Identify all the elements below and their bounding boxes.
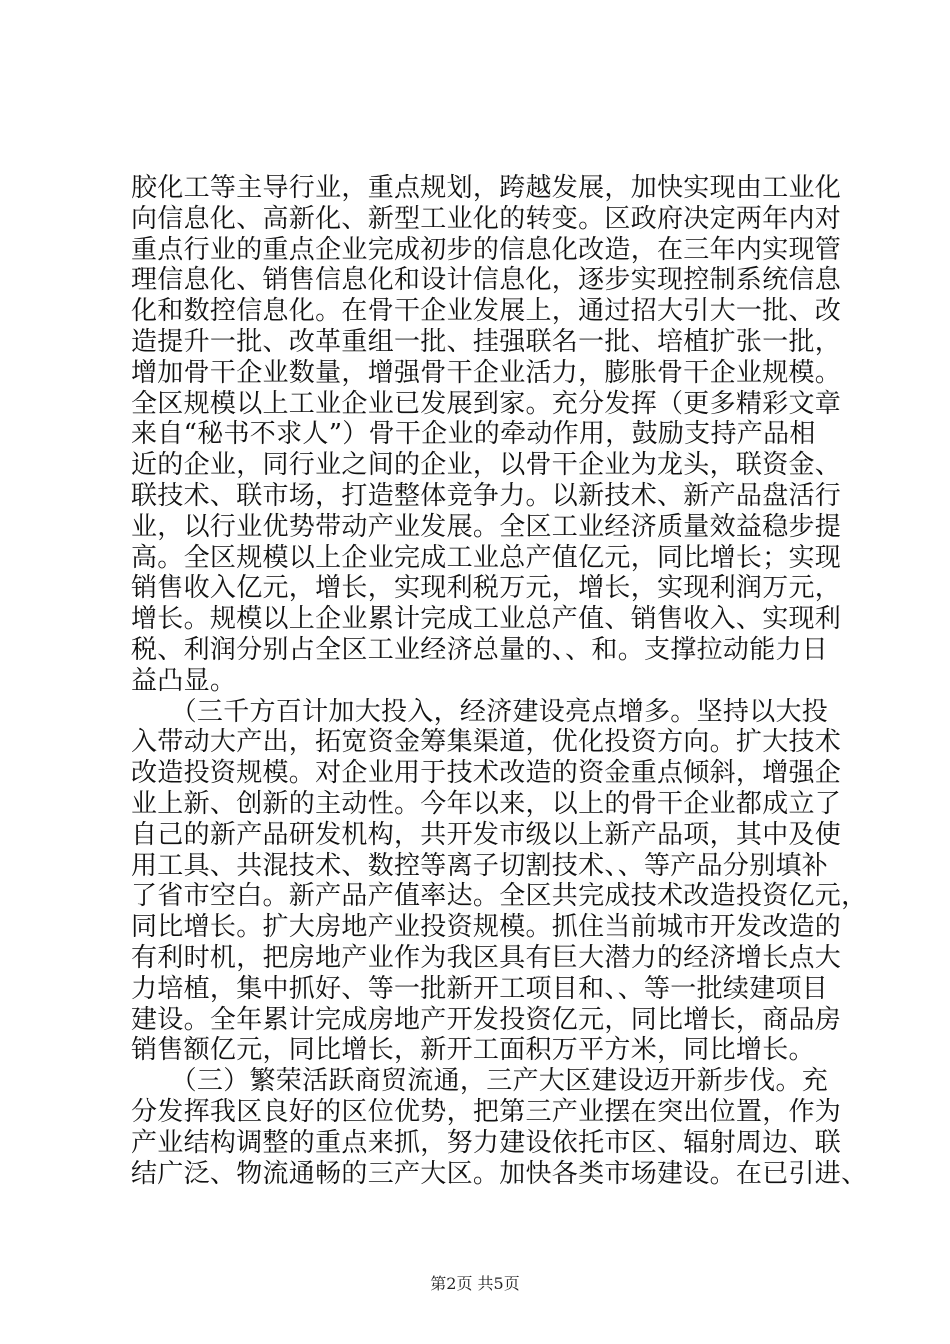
text-line: 销售额亿元，同比增长，新开工面积万平方米，同比增长。 <box>131 1035 815 1066</box>
text-line: （三千方百计加大投入，经济建设亮点增多。坚持以大投 <box>131 696 829 727</box>
text-line: 了省市空白。新产品产值率达。全区共完成技术改造投资亿元， <box>131 881 868 912</box>
text-line: 增加骨干企业数量，增强骨干企业活力，膨胀骨干企业规模。 <box>131 357 842 388</box>
text-line: 产业结构调整的重点来抓，努力建设依托市区、辐射周边、联 <box>131 1127 842 1158</box>
text-line: 入带动大产出，拓宽资金筹集渠道，优化投资方向。扩大技术 <box>131 727 842 758</box>
text-line: 建设。全年累计完成房地产开发投资亿元，同比增长，商品房 <box>131 1004 842 1035</box>
text-line: 来自“秘书不求人”）骨干企业的牵动作用，鼓励支持产品相 <box>131 419 816 450</box>
text-line: 改造投资规模。对企业用于技术改造的资金重点倾斜，增强企 <box>131 758 842 789</box>
text-line: 分发挥我区良好的区位优势，把第三产业摆在突出位置，作为 <box>131 1096 842 1127</box>
text-line: 自己的新产品研发机构，共开发市级以上新产品项，其中及使 <box>131 819 842 850</box>
text-line: 化和数控信息化。在骨干企业发展上，通过招大引大一批、改 <box>131 296 842 327</box>
text-line: 重点行业的重点企业完成初步的信息化改造，在三年内实现管 <box>131 234 842 265</box>
text-line: 联技术、联市场，打造整体竞争力。以新技术、新产品盘活行 <box>131 480 842 511</box>
text-line: 结广泛、物流通畅的三产大区。加快各类市场建设。在已引进、 <box>131 1158 868 1189</box>
text-line: 益凸显。 <box>131 665 237 696</box>
document-body <box>131 173 868 1189</box>
text-line: 造提升一批、改革重组一批、挂强联名一批、培植扩张一批， <box>131 326 842 357</box>
text-line: 高。全区规模以上企业完成工业总产值亿元，同比增长；实现 <box>131 542 842 573</box>
paragraph <box>131 1066 868 1189</box>
text-line: 力培植，集中抓好、等一批新开工项目和、、等一批续建项目 <box>131 973 829 1004</box>
text-line: 向信息化、高新化、新型工业化的转变。区政府决定两年内对 <box>131 203 842 234</box>
text-line: （三）繁荣活跃商贸流通，三产大区建设迈开新步伐。充 <box>131 1066 829 1097</box>
text-line: 理信息化、销售信息化和设计信息化，逐步实现控制系统信息 <box>131 265 842 296</box>
text-line: 近的企业，同行业之间的企业，以骨干企业为龙头，联资金、 <box>131 450 842 481</box>
text-line: 全区规模以上工业企业已发展到家。充分发挥（更多精彩文章 <box>131 388 842 419</box>
text-line: 销售收入亿元，增长，实现利税万元，增长，实现利润万元， <box>131 573 842 604</box>
paragraph <box>131 173 842 697</box>
paragraph <box>131 696 868 1067</box>
text-line: 胶化工等主导行业，重点规划，跨越发展，加快实现由工业化 <box>131 173 842 203</box>
text-line: 有利时机，把房地产业作为我区具有巨大潜力的经济增长点大 <box>131 942 842 973</box>
text-line: 用工具、共混技术、数控等离子切割技术、、等产品分别填补 <box>131 850 829 881</box>
text-line: 税、利润分别占全区工业经济总量的、、和。支撑拉动能力日 <box>131 634 829 665</box>
text-line: 同比增长。扩大房地产业投资规模。抓住当前城市开发改造的 <box>131 912 842 943</box>
text-line: 业，以行业优势带动产业发展。全区工业经济质量效益稳步提 <box>131 511 842 542</box>
text-line: 业上新、创新的主动性。今年以来，以上的骨干企业都成立了 <box>131 788 842 819</box>
text-line: 增长。规模以上企业累计完成工业总产值、销售收入、实现利 <box>131 604 842 635</box>
page-footer: 第2页 共5页 <box>430 1274 520 1293</box>
